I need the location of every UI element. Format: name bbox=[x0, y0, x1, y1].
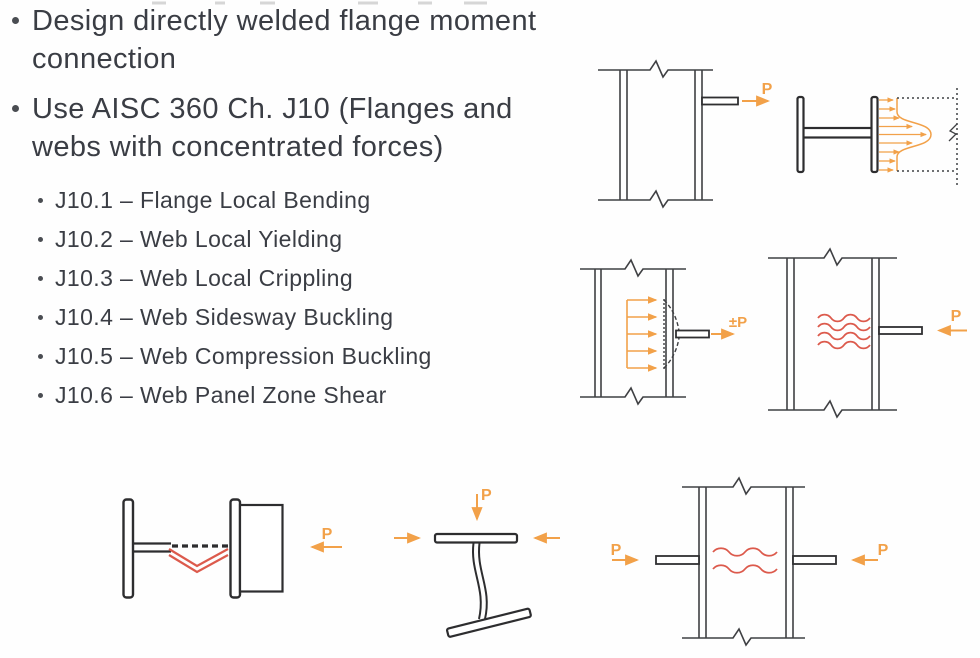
diagram-web-sidesway-buckling bbox=[124, 500, 343, 598]
bullet-line: connection bbox=[32, 43, 177, 75]
beam-flange-plate bbox=[879, 327, 922, 334]
force-label: P bbox=[321, 526, 333, 543]
force-label: ±P bbox=[728, 314, 748, 331]
column-left-flange bbox=[595, 269, 601, 397]
section-right-flange bbox=[872, 97, 878, 172]
bullet-line: Use AISC 360 Ch. J10 (Flanges and bbox=[32, 93, 513, 125]
section-left-flange bbox=[124, 500, 134, 598]
force-label: P bbox=[761, 81, 773, 98]
column-left-flange bbox=[787, 258, 794, 410]
section-left-flange bbox=[798, 97, 804, 172]
force-label: P bbox=[481, 487, 492, 504]
column-right-flange bbox=[695, 70, 702, 200]
diagram-web-local-crippling bbox=[768, 249, 967, 417]
section-right-flange bbox=[231, 500, 241, 598]
column-right-flange bbox=[872, 258, 879, 410]
buckled-web bbox=[473, 543, 487, 619]
right-force-label: P bbox=[877, 542, 889, 559]
beam-flange-plate bbox=[676, 331, 709, 338]
left-beam-flange-plate bbox=[656, 556, 699, 564]
sub-bullet-text: J10.1 – Flange Local Bending bbox=[55, 187, 371, 213]
tilted-bottom-flange bbox=[447, 608, 532, 637]
sub-bullet-text: J10.5 – Web Compression Buckling bbox=[55, 343, 432, 369]
bearing-block bbox=[240, 505, 283, 592]
column-right-flange bbox=[786, 487, 793, 638]
diagram-flange-local-bending bbox=[598, 61, 773, 207]
sub-bullet-text: J10.6 – Web Panel Zone Shear bbox=[55, 382, 387, 408]
break-mark bbox=[949, 124, 957, 141]
diagram-buckled-section bbox=[394, 487, 560, 637]
right-beam-flange-plate bbox=[793, 556, 836, 564]
distributed-force-arrows bbox=[627, 300, 656, 368]
bullet-line: webs with concentrated forces) bbox=[32, 131, 444, 163]
top-edge-artifact bbox=[152, 2, 487, 5]
column-left-flange bbox=[620, 70, 627, 200]
column-right-flange bbox=[666, 269, 673, 397]
buckled-web-upper bbox=[169, 549, 228, 566]
force-label: P bbox=[950, 308, 962, 325]
diagram-web-local-yielding bbox=[580, 260, 747, 404]
web-solid bbox=[133, 544, 171, 552]
diagram-web-compression-buckling bbox=[611, 478, 889, 645]
crippling-squiggles bbox=[818, 315, 870, 349]
column-left-flange bbox=[699, 487, 706, 638]
diagram-flange-bending-section bbox=[798, 88, 958, 186]
sub-bullet-text: J10.3 – Web Local Crippling bbox=[55, 265, 354, 291]
top-flange bbox=[435, 534, 517, 543]
section-web bbox=[803, 128, 873, 138]
column-bottom-edge bbox=[580, 388, 686, 404]
left-force-label: P bbox=[610, 542, 622, 559]
distributed-force-arrows bbox=[879, 100, 926, 170]
sub-bullet-text: J10.2 – Web Local Yielding bbox=[55, 226, 343, 252]
buckling-squiggles bbox=[713, 548, 777, 573]
buckled-web-lower bbox=[169, 555, 228, 572]
sub-bullet-text: J10.4 – Web Sidesway Buckling bbox=[55, 304, 394, 330]
column-top-edge bbox=[580, 260, 686, 276]
bullet-line: Design directly welded flange moment bbox=[32, 5, 537, 37]
beam-flange-plate bbox=[702, 98, 738, 105]
